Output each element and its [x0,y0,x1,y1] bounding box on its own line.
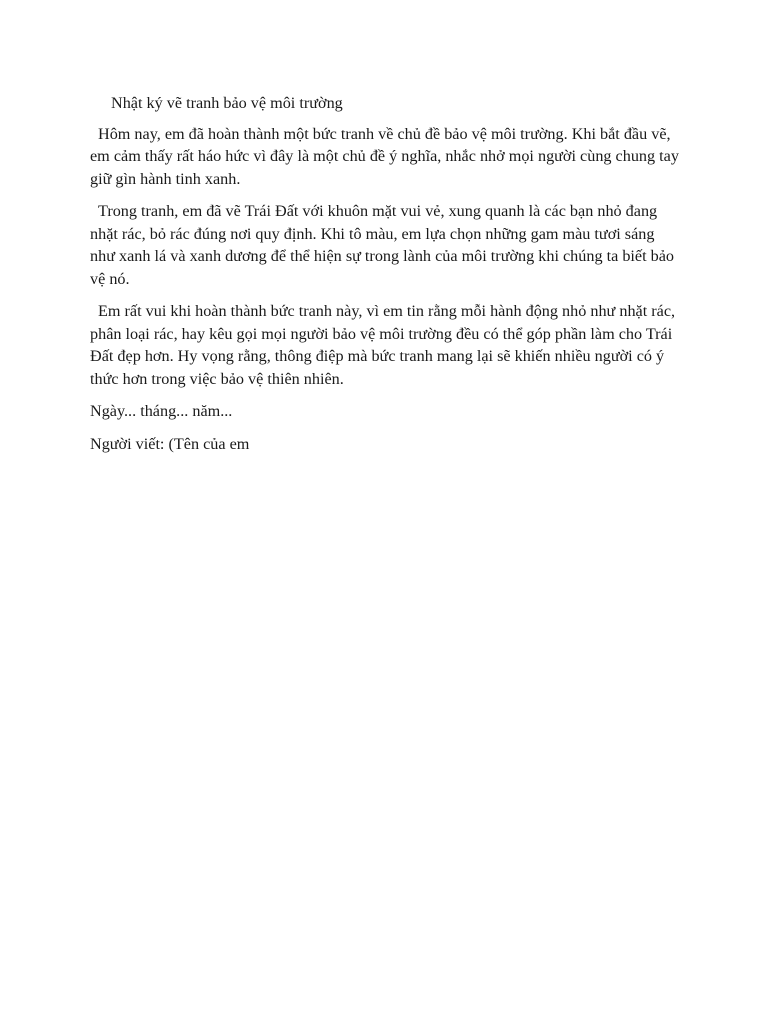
paragraph-intro: Hôm nay, em đã hoàn thành một bức tranh về chủ đề bảo vệ môi trường. Khi bắt đầu vẽ, em cảm thấy rất háo hức vì đây là một chủ đề ý nghĩa, nhắc nhở mọi người cùng chung tay giữ gìn hành tinh xanh. [90,124,679,188]
paragraph-drawing: Trong tranh, em đã vẽ Trái Đất với khuôn mặt vui vẻ, xung quanh là các bạn nhỏ đang nhặt rác, bỏ rác đúng nơi quy định. Khi tô màu, em lựa chọn những gam màu tươi sáng như xanh lá và xanh dương để thể hiện sự trong lành của môi trường khi chúng ta biết bảo vệ nó. [90,202,675,288]
document-body [90,92,680,465]
document-title: Nhật ký vẽ tranh bảo vệ môi trường [111,94,343,112]
paragraph-conclusion: Em rất vui khi hoàn thành bức tranh này, vì em tin rằng mỗi hành động nhỏ như nhặt rác, phân loại rác, hay kêu gọi mọi người bảo vệ môi trường đều có thể góp phần làm cho Trái Đất đẹp hơn. Hy vọng rằng, thông điệp mà bức tranh mang lại sẽ khiến nhiều người có ý thức hơn trong việc bảo vệ thiên nhiên. [90,302,676,388]
date-line: Ngày... tháng... năm... [90,402,233,420]
author-line: Người viết: (Tên của em [90,434,250,453]
